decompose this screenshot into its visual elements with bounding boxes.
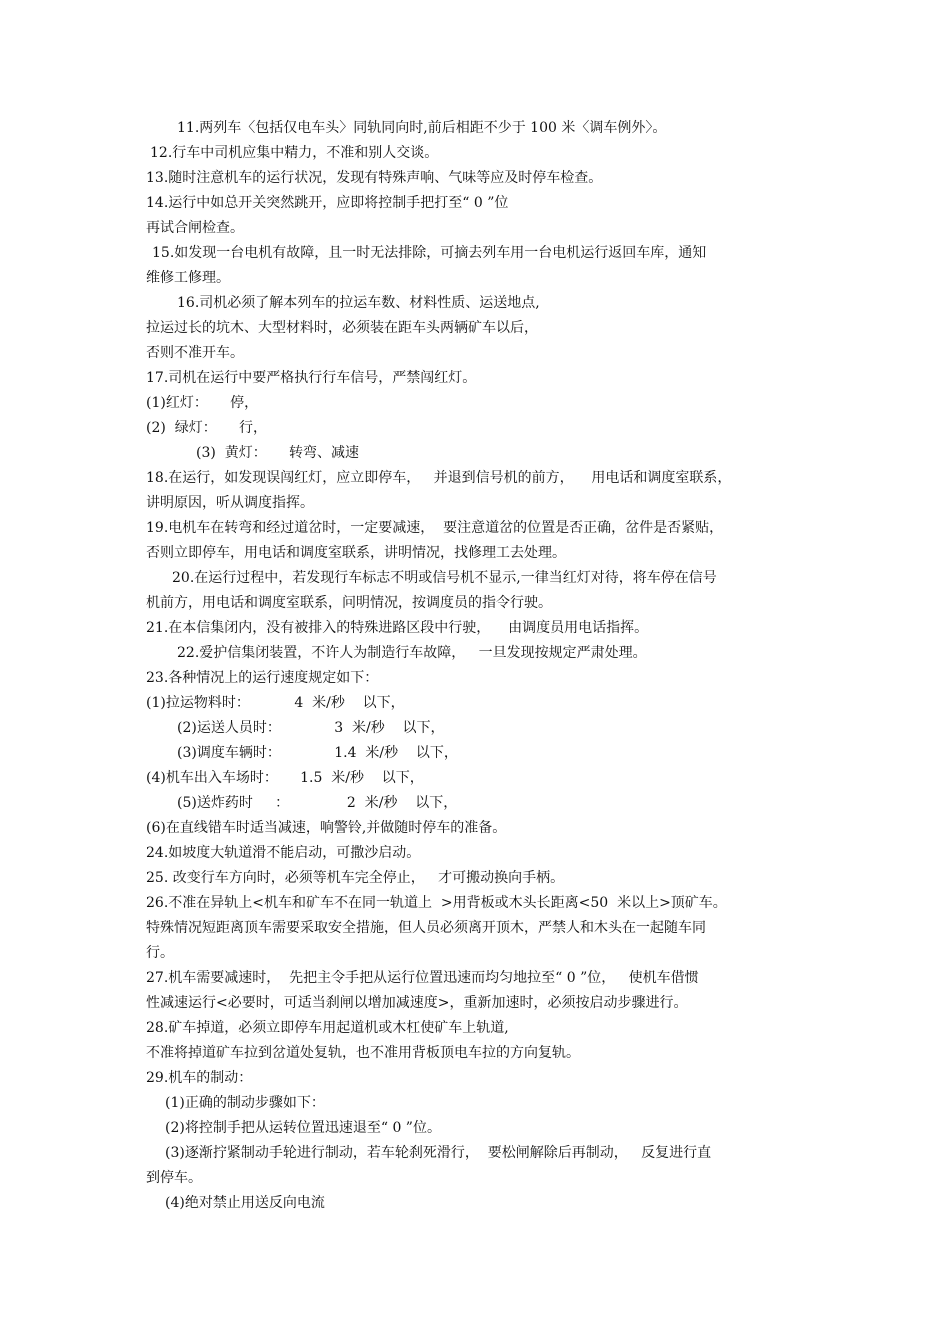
text-line: 否则立即停车，用电话和调度室联系，讲明情况，找修理工去处理。 [146, 545, 566, 561]
text-line: 到停车。 [146, 1170, 202, 1186]
text-line: (1)红灯： 停， [146, 395, 259, 411]
text-line: 28.矿车掉道，必须立即停车用起道机或木杠使矿车上轨道, [146, 1020, 509, 1036]
text-line: 性减速运行<必要时，可适当刹闸以增加减速度>，重新加速时，必须按启动步骤进行。 [146, 995, 688, 1011]
text-line: (1)拉运物料时： 4 米/秒 以下， [146, 695, 405, 711]
text-line: 23.各种情况上的运行速度规定如下： [146, 670, 379, 686]
text-line: 11.两列车〈包括仅电车头〉同轨同向时,前后相距不少于 100 米〈调车例外〉。 [177, 120, 667, 136]
text-line: 25. 改变行车方向时，必须等机车完全停止， 才可搬动换向手柄。 [146, 870, 565, 886]
text-line: 27.机车需要减速时， 先把主令手把从运行位置迅速而均匀地拉至“ 0 ”位， 使机车借惯 [146, 970, 699, 986]
text-line: 20.在运行过程中，若发现行车标志不明或信号机不显示,一律当红灯对待，将车停在信号 [172, 570, 717, 586]
text-line: 18.在运行，如发现误闯红灯，应立即停车， 并退到信号机的前方， 用电话和调度室联系， [146, 470, 732, 486]
text-line: 拉运过长的坑木、大型材料时，必须装在距车头两辆矿车以后， [146, 320, 538, 336]
text-line: 14.运行中如总开关突然跳开，应即将控制手把打至“ 0 ”位 [146, 195, 509, 211]
text-line: (3)调度车辆时： 1.4 米/秒 以下， [177, 745, 458, 761]
text-line: 19.电机车在转弯和经过道岔时，一定要减速， 要注意道岔的位置是否正确，岔件是否紧贴， [146, 520, 724, 536]
text-line: (6)在直线错车时适当减速，响警铃,并做随时停车的准备。 [146, 820, 507, 836]
text-line: (3) 黄灯： 转弯、减速 [196, 445, 359, 461]
text-line: 不准将掉道矿车拉到岔道处复轨，也不准用背板顶电车拉的方向复轨。 [146, 1045, 580, 1061]
text-line: 21.在本信集闭内，没有被排入的特殊进路区段中行驶， 由调度员用电话指挥。 [146, 620, 649, 636]
text-line: 特殊情况短距离顶车需要采取安全措施，但人员必须离开顶木，严禁人和木头在一起随车同 [146, 920, 706, 936]
text-line: 讲明原因，听从调度指挥。 [146, 495, 314, 511]
text-line: 机前方，用电话和调度室联系，问明情况，按调度员的指令行驶。 [146, 595, 552, 611]
text-line: 29.机车的制动： [146, 1070, 253, 1086]
text-line: 再试合闸检查。 [146, 220, 244, 236]
text-line: 17.司机在运行中要严格执行行车信号，严禁闯红灯。 [146, 370, 477, 386]
text-line: 行。 [146, 945, 174, 961]
text-line: 12.行车中司机应集中精力，不准和别人交谈。 [150, 145, 439, 161]
text-line: 16.司机必须了解本列车的拉运车数、材料性质、运送地点, [177, 295, 540, 311]
text-line: 13.随时注意机车的运行状况，发现有特殊声响、气味等应及时停车检查。 [146, 170, 603, 186]
text-line: (2) 绿灯： 行， [146, 420, 267, 436]
text-line: 22.爱护信集闭装置，不许人为制造行车故障， 一旦发现按规定严肃处理。 [177, 645, 647, 661]
text-line: (4)绝对禁止用送反向电流 [165, 1195, 325, 1211]
text-line: (1)正确的制动步骤如下： [165, 1095, 325, 1111]
text-line: 24.如坡度大轨道滑不能启动，可撒沙启动。 [146, 845, 421, 861]
text-line: (2)将控制手把从运转位置迅速退至“ 0 ”位。 [165, 1120, 441, 1136]
text-line: (3)逐渐拧紧制动手轮进行制动，若车轮刹死滑行， 要松闸解除后再制动， 反复进行直 [165, 1145, 712, 1161]
text-line: (2)运送人员时： 3 米/秒 以下， [177, 720, 445, 736]
text-line: 15.如发现一台电机有故障，且一时无法排除，可摘去列车用一台电机运行返回车库，通知 [152, 245, 707, 261]
text-line: 维修工修理。 [146, 270, 230, 286]
text-line: (5)送炸药时 ： 2 米/秒 以下， [177, 795, 458, 811]
text-line: (4)机车出入车场时： 1.5 米/秒 以下， [146, 770, 424, 786]
text-line: 26.不准在异轨上<机车和矿车不在同一轨道上 >用背板或木头长距离<50 米以上>顶矿车。 [146, 895, 727, 911]
text-line: 否则不准开车。 [146, 345, 244, 361]
